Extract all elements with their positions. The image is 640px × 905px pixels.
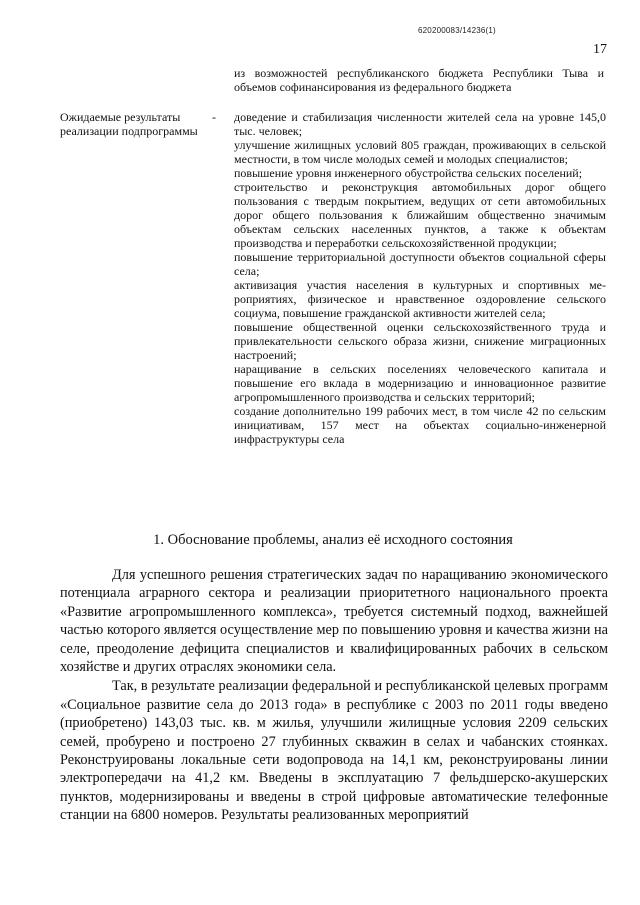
paragraph: Для успешного решения стратегических задач по наращиванию экономического потенциала аграрного сектора и реализации приоритетного национального проекта «Развитие агропромышленного комплекса», требуется системный подход, важнейшей частью которого является осуществление мер по повышению уровня и качества жизни на селе, преодоление дефицита специалистов и квалифицированных рабочих в сельском хозяйстве и других отраслях экономики села.	[60, 567, 608, 676]
list-item: повышение уровня инженерного обустройства сельских поселений;	[234, 166, 583, 180]
table-continuation-text: из возможностей республиканского бюджета Республики Тыва и объемов софинансирования из федерального бюджета	[234, 66, 604, 94]
list-item: повышение общественной оценки сельскохозяйственного труда и привлекательности сельского образа жизни, снижение миграционных настроений;	[234, 320, 606, 362]
paragraph: Так, в результате реализации федеральной и республиканской целевых программ «Социальное развитие села до 2013 года» в республике с 2003 по 2011 годы введено (приобретено) 143,03 тыс. кв. м жилья, улучшили жилищные условия 2209 сельских семей, пробурено и построено 27 глубинных скважин в селах и чабанских стоянках. Реконструированы локальные сети водопровода на 14,1 км, реконструированы линии электропередачи на 41,2 км. Введены в эксплуатацию 7 фельдшерско-акушерских пунктов, модернизированы и введены в строй цифровые автоматические телефонные станции на 6800 номеров. Результаты реализованных мероприятий	[60, 678, 608, 824]
list-item: улучшение жилищных условий 805 граждан, проживающих в сельской местности, в том числе молодых семей и молодых специалистов;	[234, 138, 606, 166]
document-id: 620200083/14236(1)	[418, 26, 496, 35]
expected-results-label: Ожидаемые результаты реализации подпрограммы	[60, 110, 198, 138]
section-body	[60, 566, 608, 825]
list-item: строительство и реконструкция автомобильных дорог общего пользования с твердым покрытием, ведущих от сети автомобильных дорог общего пользования к ближайшим общественно значимым объектам сельских населенных пунктов, а также к объектам производства и переработки сельскохозяйственной продукции;	[234, 180, 606, 250]
list-item: повышение территориальной доступности объектов социальной сферы села;	[234, 250, 606, 278]
list-item: создание дополнительно 199 рабочих мест, в том числе 42 по сельским инициативам, 157 мест на объектах социально-инженерной инфраструктуры села	[234, 404, 606, 446]
row-dash: -	[212, 110, 216, 124]
list-item: активизация участия населения в культурных и спортивных мероприятиях, физическое и нравственное оздоровление сельского социума, повышение гражданской активности жителей села;	[234, 278, 606, 320]
page-number: 17	[593, 42, 607, 57]
list-item: доведение и стабилизация численности жителей села на уровне 145,0 тыс. человек;	[234, 110, 606, 138]
list-item: наращивание в сельских поселениях человеческого капитала и повышение его вклада в модернизацию и инновационное развитие агропромышленного производства и сельских территорий;	[234, 362, 606, 404]
section-heading: 1. Обоснование проблемы, анализ её исходного состояния	[153, 532, 513, 548]
expected-results-list	[234, 110, 606, 446]
